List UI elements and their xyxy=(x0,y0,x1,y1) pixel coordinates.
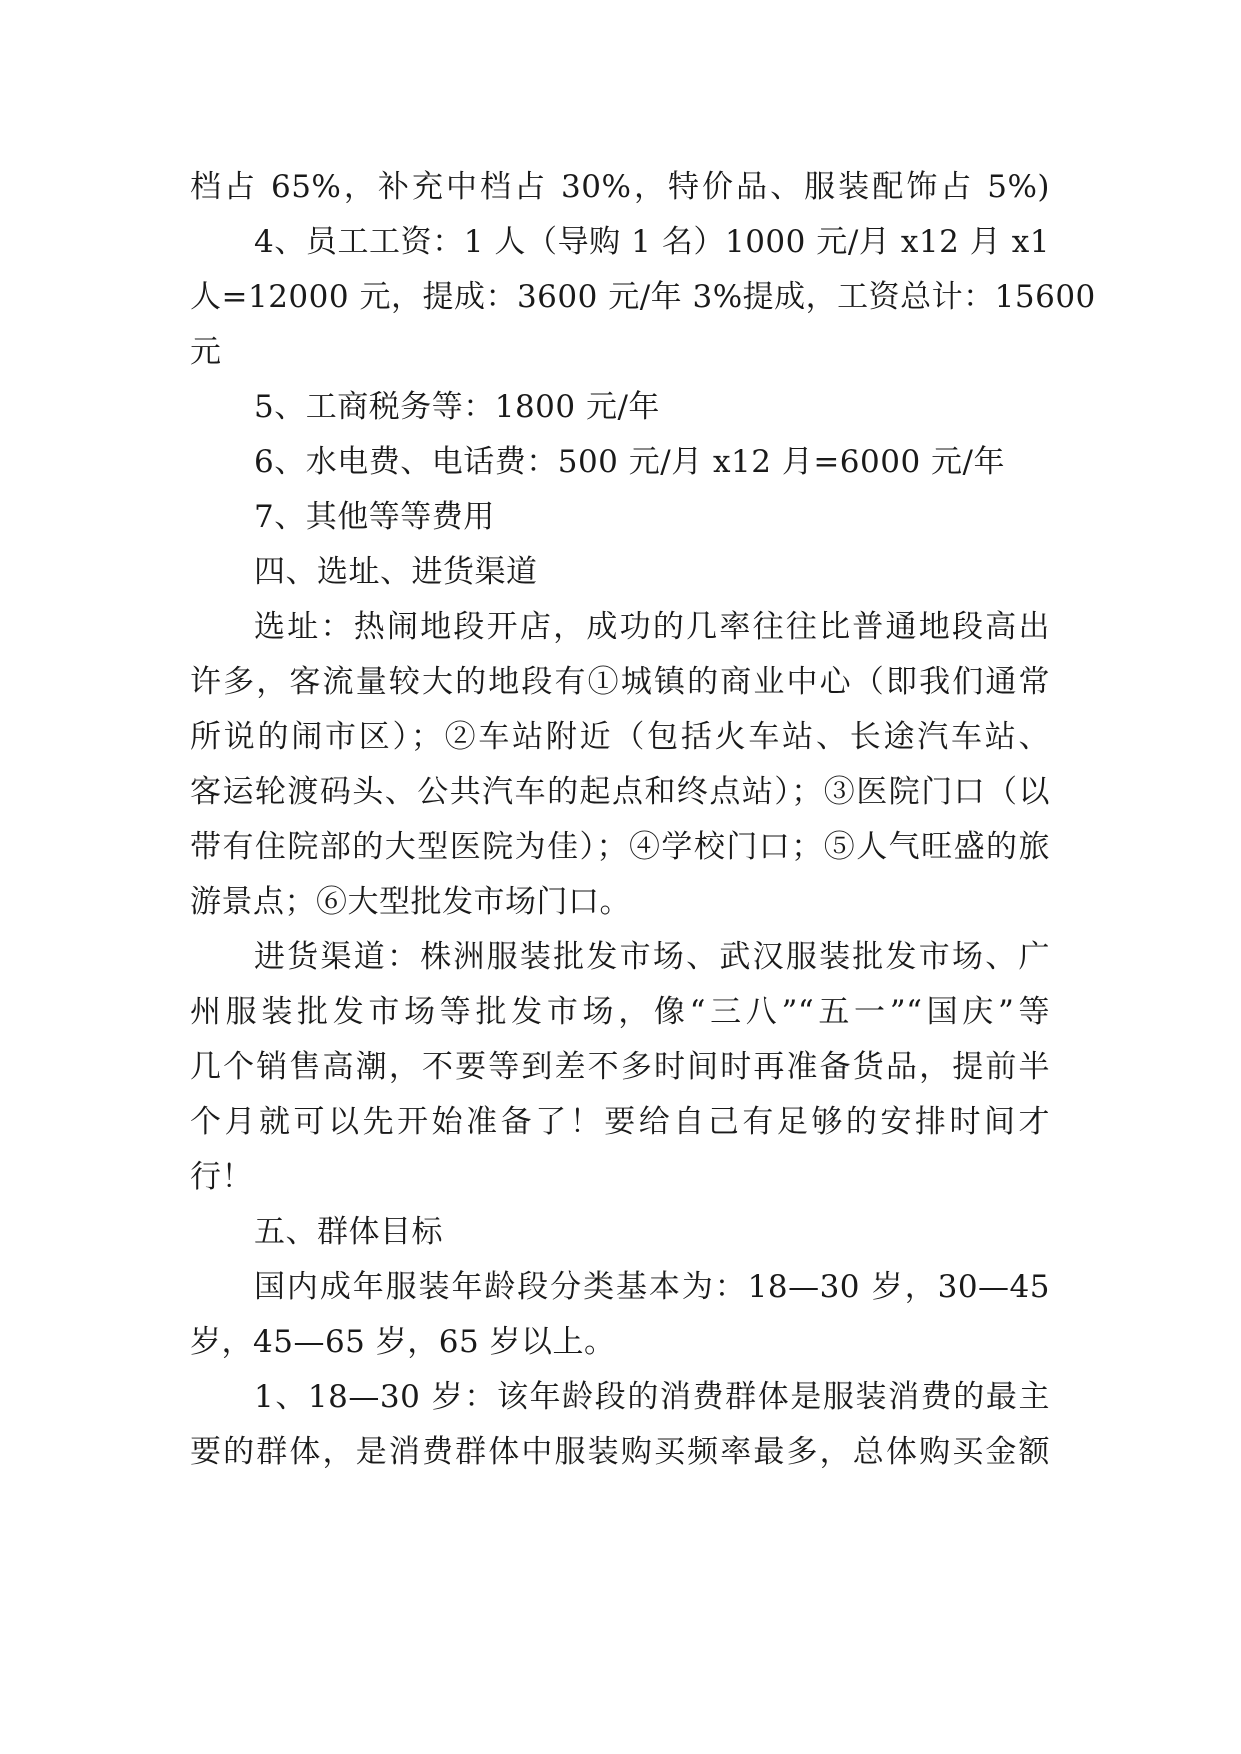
text-line: 人=12000 元，提成：3600 元/年 3%提成，工资总计：15600 xyxy=(190,279,1096,315)
text-line: 要的群体，是消费群体中服装购买频率最多，总体购买金额 xyxy=(190,1434,1050,1470)
text-line: 岁，45—65 岁，65 岁以上。 xyxy=(190,1324,616,1360)
text-line: 1、18—30 岁：该年龄段的消费群体是服装消费的最主 xyxy=(254,1379,1050,1415)
text-line: 选址：热闹地段开店，成功的几率往往比普通地段高出 xyxy=(254,609,1050,645)
text-line: 个月就可以先开始准备了！要给自己有足够的安排时间才 xyxy=(190,1104,1050,1140)
text-line: 6、水电费、电话费：500 元/月 x12 月=6000 元/年 xyxy=(254,444,1005,480)
text-line: 州服装批发市场等批发市场，像“三八”“五一”“国庆”等 xyxy=(190,994,1050,1030)
text-line: 许多，客流量较大的地段有①城镇的商业中心（即我们通常 xyxy=(190,664,1050,700)
text-line: 7、其他等等费用 xyxy=(254,499,495,535)
text-line: 客运轮渡码头、公共汽车的起点和终点站）；③医院门口（以 xyxy=(190,774,1050,810)
text-line: 5、工商税务等：1800 元/年 xyxy=(254,389,660,425)
text-line: 国内成年服装年龄段分类基本为：18—30 岁，30—45 xyxy=(254,1269,1050,1305)
text-line: 行！ xyxy=(190,1159,253,1195)
text-line: 元 xyxy=(190,334,222,370)
text-line: 几个销售高潮，不要等到差不多时间时再准备货品，提前半 xyxy=(190,1049,1050,1085)
text-line: 4、员工工资：1 人（导购 1 名）1000 元/月 x12 月 x1 xyxy=(254,224,1050,260)
text-line: 进货渠道：株洲服装批发市场、武汉服装批发市场、广 xyxy=(254,939,1050,975)
section-heading: 四、选址、进货渠道 xyxy=(254,554,538,590)
section-heading: 五、群体目标 xyxy=(254,1214,443,1250)
text-line: 所说的闹市区）；②车站附近（包括火车站、长途汽车站、 xyxy=(190,719,1050,755)
text-line: 档占 65%，补充中档占 30%，特价品、服装配饰占 5%) xyxy=(190,169,1050,205)
text-line: 带有住院部的大型医院为佳）；④学校门口；⑤人气旺盛的旅 xyxy=(190,829,1050,865)
text-line: 游景点；⑥大型批发市场门口。 xyxy=(190,884,631,920)
